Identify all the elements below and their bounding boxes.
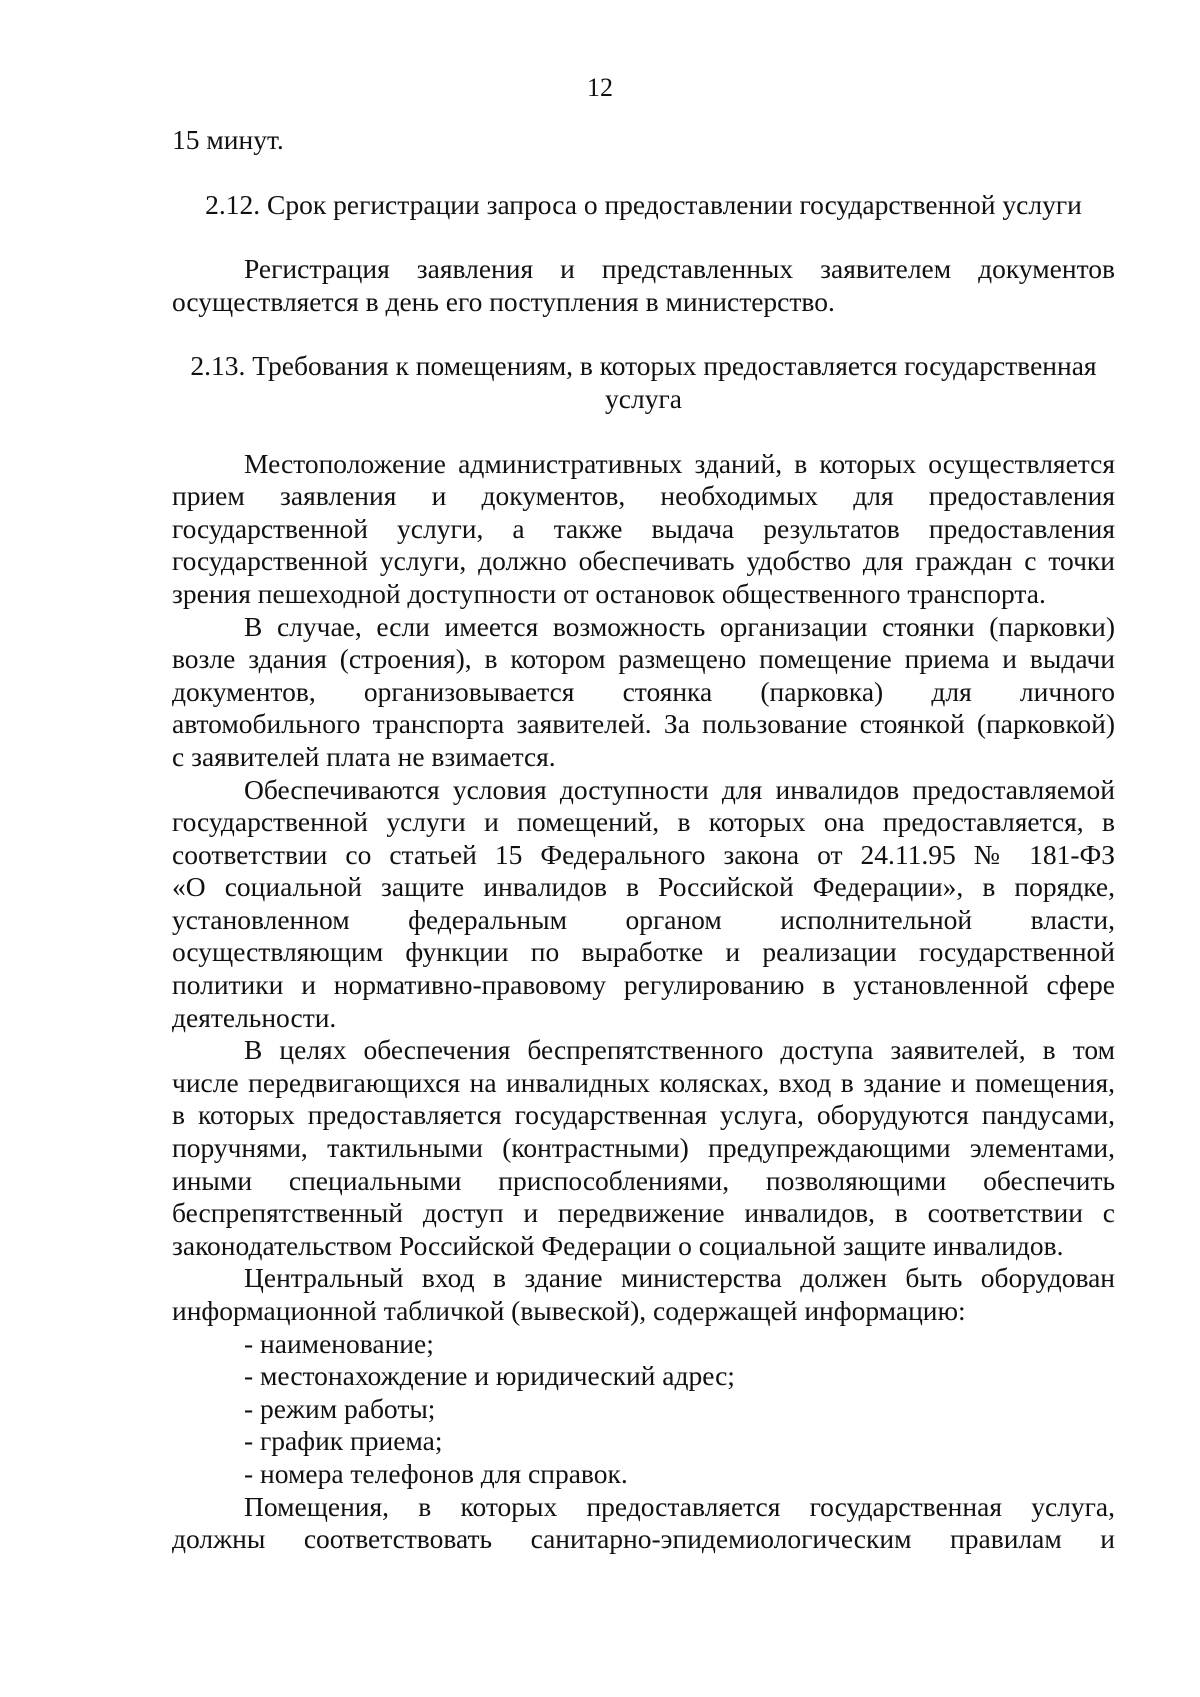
paragraph-line: государственной услуги, должно обеспечивать удобство для граждан с точки <box>172 545 1115 577</box>
paragraph-line: В целях обеспечения беспрепятственного доступа заявителей, в том <box>244 1034 1115 1066</box>
list-item: - график приема; <box>244 1425 443 1457</box>
paragraph-line: государственной услуги и помещений, в которых она предоставляется, в <box>172 806 1115 838</box>
section-heading-line: услуга <box>605 382 682 414</box>
paragraph-line: установленном федеральным органом исполнительной власти, <box>172 903 1115 935</box>
page-number: 12 <box>587 73 613 102</box>
paragraph-line: «О социальной защите инвалидов в Российской Федерации», в порядке, <box>172 871 1115 903</box>
paragraph-registration <box>172 253 1115 318</box>
paragraph-line: В случае, если имеется возможность организации стоянки (парковки) <box>244 610 1115 642</box>
paragraph-line: государственной услуги, а также выдача результатов предоставления <box>172 512 1115 544</box>
section-heading-line: 2.13. Требования к помещениям, в которых предоставляется государственная <box>190 350 1097 382</box>
list-item: - номера телефонов для справок. <box>244 1457 628 1489</box>
paragraph-accessibility <box>172 774 1115 1035</box>
paragraph-line: должны соответствовать санитарно-эпидемиологическим правилам и <box>172 1523 1115 1555</box>
paragraph-line: законодательством Российской Федерации о социальной защите инвалидов. <box>172 1229 1064 1261</box>
paragraph-line: информационной табличкой (вывеской), содержащей информацию: <box>172 1295 966 1326</box>
list-item: - режим работы; <box>244 1392 436 1424</box>
paragraph-barrier-free-access <box>172 1034 1115 1262</box>
paragraph-line: в которых предоставляется государственная услуга, оборудуются пандусами, <box>172 1099 1115 1131</box>
paragraph-premises-requirements <box>172 1491 1115 1556</box>
paragraph-line: числе передвигающихся на инвалидных колясках, вход в здание и помещения, <box>172 1066 1115 1098</box>
paragraph-line: осуществляющим функции по выработке и реализации государственной <box>172 936 1115 968</box>
paragraph-entrance-sign <box>172 1262 1115 1327</box>
section-heading-2-13 <box>172 350 1115 415</box>
sign-info-list <box>172 1328 1115 1491</box>
paragraph-line: документов, организовывается стоянка (парковка) для личного <box>172 675 1115 707</box>
paragraph-line: поручнями, тактильными (контрастными) предупреждающими элементами, <box>172 1132 1115 1164</box>
paragraph-line: осуществляется в день его поступления в министерство. <box>172 285 835 317</box>
section-heading-2-12: 2.12. Срок регистрации запроса о предоставлении государственной услуги <box>205 188 1082 220</box>
paragraph-line: соответствии со статьей 15 Федерального закона от 24.11.95 № 181-ФЗ <box>172 838 1115 870</box>
paragraph-line: Регистрация заявления и представленных заявителем документов <box>244 253 1115 285</box>
paragraph-parking <box>172 611 1115 774</box>
paragraph-line: политики и нормативно-правовому регулированию в установленной сфере <box>172 969 1115 1001</box>
paragraph-line: прием заявления и документов, необходимых для предоставления <box>172 480 1115 512</box>
continued-text-line: 15 минут. <box>172 124 284 155</box>
document-body <box>172 124 1115 1556</box>
list-item: - местонахождение и юридический адрес; <box>244 1360 735 1392</box>
paragraph-line: деятельности. <box>172 1001 337 1033</box>
paragraph-location <box>172 448 1115 611</box>
paragraph-line: Местоположение административных зданий, в которых осуществляется <box>244 447 1115 479</box>
paragraph-line: иными специальными приспособлениями, позволяющими обеспечить <box>172 1164 1115 1196</box>
paragraph-line: с заявителей плата не взимается. <box>172 740 556 772</box>
paragraph-line: Обеспечиваются условия доступности для инвалидов предоставляемой <box>244 773 1115 805</box>
list-item: - наименование; <box>244 1327 434 1359</box>
paragraph-line: зрения пешеходной доступности от остановок общественного транспорта. <box>172 577 1046 609</box>
paragraph-line: беспрепятственный доступ и передвижение инвалидов, в соответствии с <box>172 1197 1115 1229</box>
paragraph-line: Центральный вход в здание министерства должен быть оборудован <box>244 1262 1115 1294</box>
paragraph-line: возле здания (строения), в котором размещено помещение приема и выдачи <box>172 643 1115 675</box>
paragraph-line: Помещения, в которых предоставляется государственная услуга, <box>244 1490 1115 1522</box>
paragraph-line: автомобильного транспорта заявителей. За пользование стоянкой (парковкой) <box>172 708 1115 740</box>
